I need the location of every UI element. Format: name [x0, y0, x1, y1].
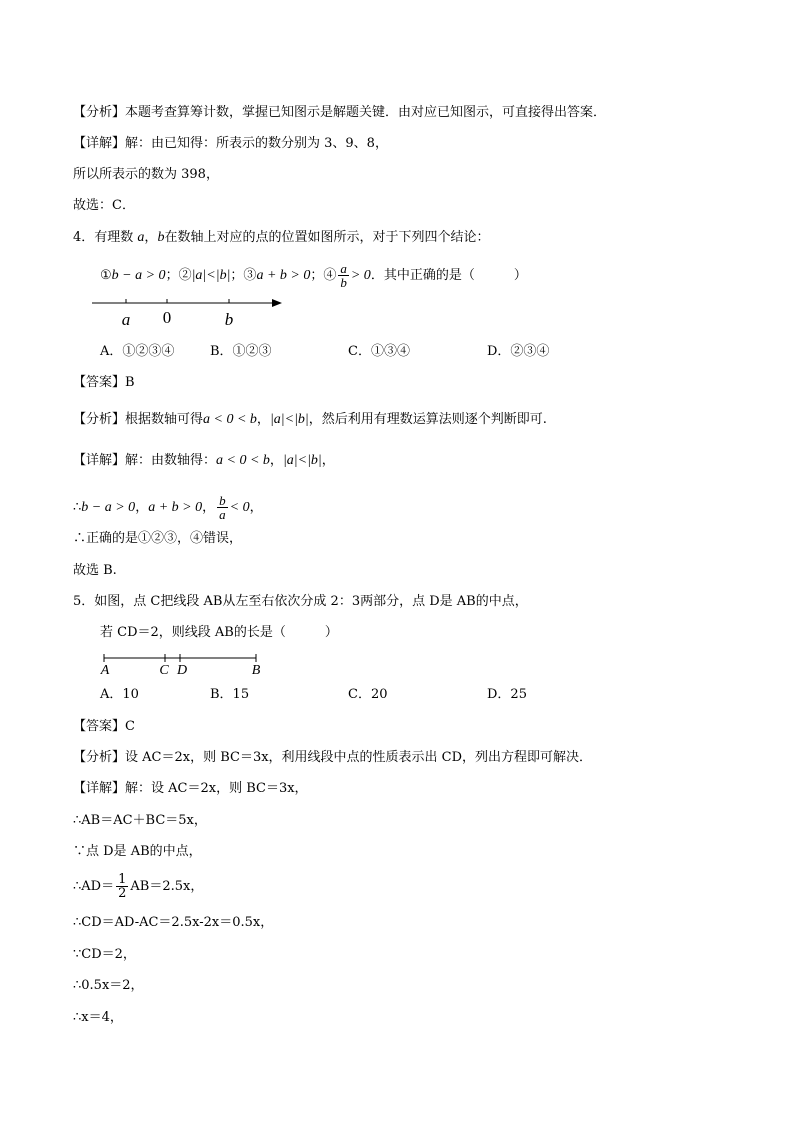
seg-label-A: A	[100, 663, 110, 678]
q5-step-3	[73, 873, 203, 900]
q4-t1-fraction	[217, 494, 228, 521]
q4-c4-fraction	[338, 262, 349, 289]
axis-label-0: 0	[162, 308, 172, 327]
q4-number: 4．有理数	[73, 230, 134, 245]
q4-t1-e2: a + b > 0	[148, 500, 203, 515]
q5-segment-figure	[96, 650, 276, 678]
q4-analysis-post: ，然后利用有理数运算法则逐个判断即可.	[308, 412, 547, 427]
q4-detail-abs: |a|<|b|	[282, 453, 322, 468]
q5-option-c: C．20	[348, 687, 388, 702]
q4-c2-expr: |a|<|b|	[191, 268, 231, 283]
q5-answer: 【答案】C	[73, 719, 135, 734]
q3-choice: 故选：C．	[73, 198, 135, 213]
q5-step-6: ∴0.5x＝2，	[73, 978, 144, 993]
q4-c4-tail: > 0	[350, 268, 371, 283]
q4-analysis-sep: ，	[256, 412, 270, 427]
q5-option-a: A．10	[100, 687, 139, 702]
number-line-arrow	[272, 299, 282, 307]
q4-analysis-pre: 【分析】根据数轴可得	[73, 412, 204, 427]
q4-t1-numerator: b	[219, 493, 226, 508]
q4-detail-end: ，	[321, 453, 335, 468]
q4-analysis-abs: |a|<|b|	[269, 412, 309, 427]
q4-therefore-1	[73, 494, 263, 521]
q5-option-b: B．15	[210, 687, 250, 702]
q4-analysis	[73, 410, 547, 430]
q5-step-1: ∴AB＝AC＋BC＝5x，	[73, 813, 207, 828]
q4-t1-end: ，	[249, 500, 263, 515]
q5-step-2: ∵点 D是 AB的中点，	[73, 844, 202, 859]
q4-c1-expr: b − a > 0	[111, 268, 166, 283]
q3-detail-line1: 【详解】解：由已知得：所表示的数分别为 3、9、8，	[73, 136, 388, 151]
q5-detail-line1: 【详解】解：设 AC＝2x，则 BC＝3x，	[73, 781, 308, 796]
q5-s3-numerator: 1	[118, 872, 127, 887]
q3-detail-line2: 所以所表示的数为 398，	[73, 167, 219, 182]
q4-detail-ineq: a < 0 < b	[216, 453, 270, 468]
q4-var-b: b	[157, 230, 165, 245]
q4-c2-mark: ；②	[165, 268, 192, 283]
q4-c4-numerator: a	[340, 261, 347, 276]
q4-option-b: B．①②③	[210, 344, 272, 359]
q4-t1-sep2: ，	[202, 500, 216, 515]
q4-t1-tail: < 0	[229, 500, 250, 515]
q4-t1-sep1: ，	[135, 500, 149, 515]
q4-number-line	[88, 293, 288, 333]
seg-label-C: C	[159, 663, 169, 678]
q4-t1-e1: b − a > 0	[81, 500, 136, 515]
q5-stem-line2: 若 CD＝2，则线段 AB的长是（ ）	[100, 625, 338, 640]
q4-option-c: C．①③④	[348, 344, 410, 359]
q4-c4-denominator: b	[340, 275, 347, 290]
axis-label-a: a	[121, 310, 131, 329]
q4-t1-denominator: a	[219, 507, 226, 522]
q5-s3-denominator: 2	[118, 886, 127, 901]
q4-conclusions	[100, 262, 527, 289]
seg-label-B: B	[251, 663, 261, 678]
q4-c4-mark: ；④	[310, 268, 337, 283]
q4-c1-mark: ①	[100, 268, 112, 283]
q4-conclusions-end: ．其中正确的是（ ）	[370, 268, 527, 283]
q5-step-4: ∴CD＝AD-AC＝2.5x-2x＝0.5x，	[73, 915, 274, 930]
q5-s3-pre: ∴AD＝	[73, 879, 115, 894]
q4-therefore-2: ∴正确的是①②③，④错误，	[73, 531, 243, 546]
q4-stem	[73, 228, 489, 248]
q5-s3-fraction	[116, 873, 128, 900]
q4-sep: ，	[144, 230, 158, 245]
q5-step-7: ∴x＝4，	[73, 1010, 123, 1025]
q3-analysis: 【分析】本题考查算筹计数，掌握已知图示是解题关键．由对应已知图示，可直接得出答案．	[73, 105, 607, 120]
axis-label-b: b	[224, 310, 234, 329]
q4-detail-pre: 【详解】解：由数轴得：	[73, 453, 217, 468]
q5-option-d: D．25	[487, 687, 527, 702]
q4-option-a: A．①②③④	[100, 344, 175, 359]
q4-option-d: D．②③④	[487, 344, 550, 359]
q5-step-5: ∵CD＝2，	[73, 947, 136, 962]
q4-choice: 故选 B.	[73, 563, 117, 578]
q5-analysis: 【分析】设 AC＝2x，则 BC＝3x，利用线段中点的性质表示出 CD，列出方程即可解决．	[73, 750, 593, 765]
q4-detail	[73, 451, 335, 471]
q5-stem-line1: 5．如图，点 C把线段 AB从左至右依次分成 2：3两部分，点 D是 AB的中点，	[73, 594, 528, 609]
q4-stem-rest: 在数轴上对应的点的位置如图所示，对于下列四个结论：	[164, 230, 490, 245]
q4-answer: 【答案】B	[73, 375, 135, 390]
q4-detail-sep: ，	[269, 453, 283, 468]
seg-label-D: D	[176, 663, 188, 678]
q4-analysis-ineq: a < 0 < b	[203, 412, 257, 427]
q4-c3-mark: ；③	[230, 268, 257, 283]
q4-var-a: a	[137, 230, 145, 245]
q5-s3-post: AB＝2.5x，	[130, 879, 204, 894]
q4-c3-expr: a + b > 0	[256, 268, 311, 283]
q4-t1-mark: ∴	[73, 500, 82, 515]
